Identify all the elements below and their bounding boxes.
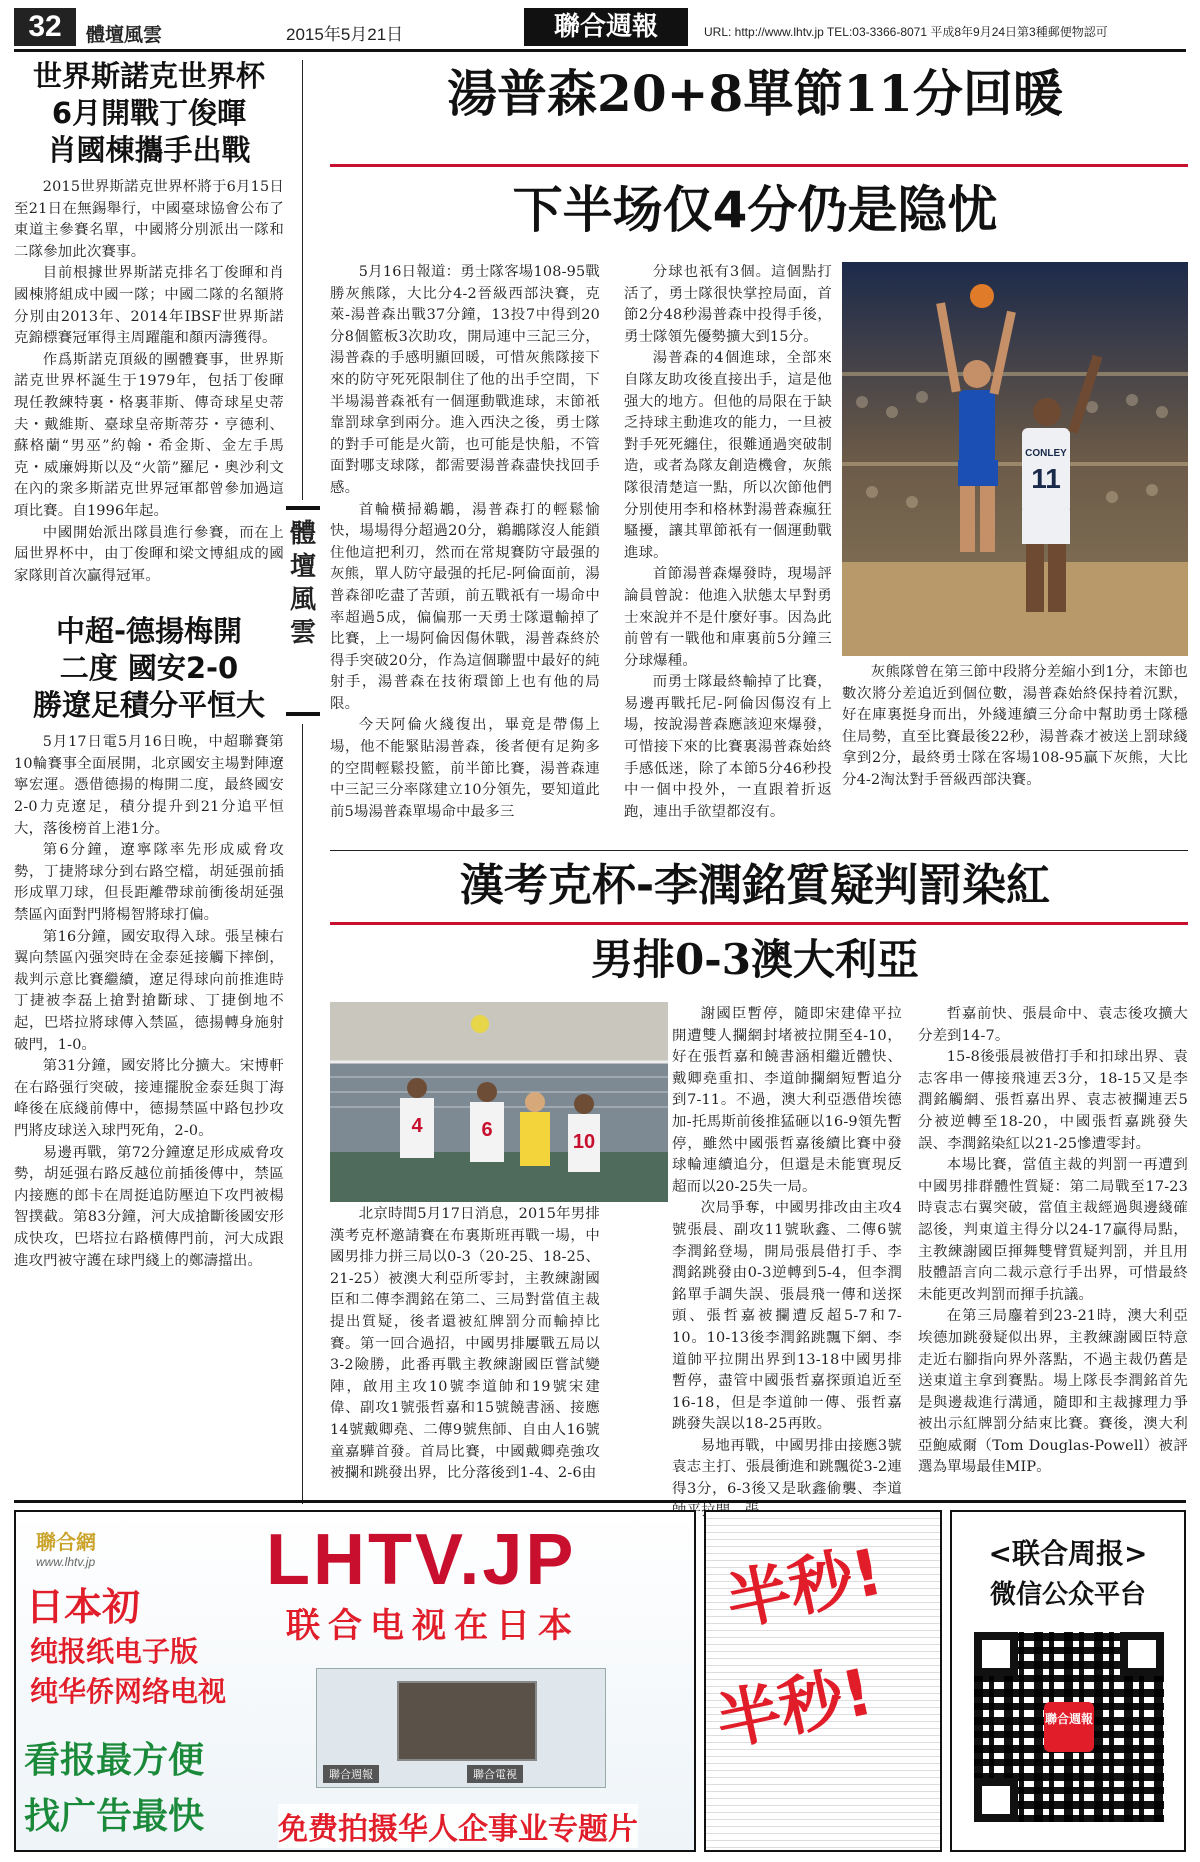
paragraph: 今天阿倫火綫復出，畢竟是帶傷上場，他不能緊貼湯普森，後者便有足夠多的空間輕鬆投籃，前半節比賽，湯普森連中三記三分率隊建立10分領先，要知道此前5場湯普森單場命中最多三 xyxy=(330,717,600,820)
side-char: 體 xyxy=(289,519,316,549)
volleyball-left-col xyxy=(330,1204,600,1490)
headline-line: 6月開戰丁俊暉 xyxy=(51,96,247,130)
headline-line: 世界斯諾克世界杯 xyxy=(32,59,265,93)
paragraph: 分球也祇有3個。這個點打活了，勇士隊很快掌控局面，首節2分48秒湯普森中投得手後，勇士隊領先優勢擴大到15分。 xyxy=(624,264,832,345)
warriors-title: 湯普森20+8單節11分回暖 xyxy=(447,64,1063,123)
section-side-label xyxy=(286,506,320,716)
section-rule xyxy=(330,850,1188,851)
paragraph: 作爲斯諾克頂級的團體賽事，世界斯諾克世界杯誕生于1979年，包括丁俊暉現任教練特裏・格裏菲斯、傳奇球星史蒂夫・戴維斯、臺球皇帝斯蒂芬・亨德利、蘇格蘭“男巫”約翰・希金斯、金左手馬克・威廉姆斯以及“火箭”羅尼・奧沙利文在內的衆多斯諾克世界冠軍都曾參加過這項比賽。自1996年起。 xyxy=(14,351,284,519)
paragraph: 首輪橫掃鵜鶘，湯普森打的輕鬆愉快，場場得分超過20分，鵜鶘隊沒人能鎖住他這把利刃，然而在常規賽防守最强的灰熊，單人防守最强的托尼-阿倫面前，湯普森卻吃盡了苦頭，前五戰祇有一場命中率超過5成，偏偏那一天勇士隊還輸掉了比賽，上一場阿倫因傷休戰，湯普森終於得手突破20分，作為這個聯盟中最好的純射手，湯普森在技術環節上也有他的局限。 xyxy=(330,501,600,712)
ad-read-easy: 看报最方便 xyxy=(24,1740,205,1781)
paragraph: 易邊再戰，第72分鐘遼足形成威脅攻勢，胡延强右路反越位前插後傳中，禁區内接應的郎卡在周挺追防壓迫下攻門被楊智撲截。第83分鐘，河大成搶斷後國安形成快攻，巴塔拉右路横傳門前，河大成跟進攻門被守護在球門綫上的鄭濤擋出。 xyxy=(14,1144,284,1269)
paragraph: 灰熊隊曾在第三節中段將分差縮小到1分，末節也數次將分差追近到個位數，湯普森始終保持着沉默，好在庫裏挺身而出，外綫連續三分命中幫助勇士隊穩住局勢，直至比賽最後22秒，湯普森才被送上罰球綫拿到2分，最終勇士隊在客場108-95贏下灰熊，大比分4-2淘汰對手晉級西部決賽。 xyxy=(842,664,1188,788)
volleyball-title: 漢考克杯-李潤銘質疑判罰染紅 xyxy=(459,860,1051,911)
paragraph: 首節湯普森爆發時，現場評論員曾說：他進入狀態太早對勇士來說并不是什麼好事。因為此前曾有一戰他和庫裏前5分鐘三分球爆種。 xyxy=(624,566,832,669)
paragraph: 5月16日報道：勇士隊客場108-95戰勝灰熊隊，大比分4-2晉級西部決賽，克萊-湯普森出戰37分鐘，13投7中得到20分8個籃板3次助攻，開局連中三記三分，湯普森的手感明顯回暖，可惜灰熊隊接下來的防守死死限制住了他的出手空間，下半場湯普森衹有一個運動戰進球，末節衹靠罰球拿到兩分。進入西決之後，勇士隊的對手可能是火箭，也可能是快船，不管面對哪支球隊，都需要湯普森盡快找回手感。 xyxy=(330,264,600,496)
side-char: 壇 xyxy=(289,552,316,582)
lhtv-logo: LHTV.JP xyxy=(266,1520,577,1600)
ad-video-thumb xyxy=(397,1681,537,1761)
volleyball-subtitle: 男排0-3澳大利亞 xyxy=(591,935,919,984)
article-body xyxy=(14,177,284,587)
paragraph: 中國開始派出隊員進行參賽，而在上屆世界杯中，由丁俊暉和梁文博組成的國家隊則首次贏得冠軍。 xyxy=(14,524,284,584)
paragraph: 目前根據世界斯諾克排名丁俊暉和肖國棟將組成中國一隊；中國二隊的名額將分別由2013年、2014年IBSF世界斯諾克錦標賽冠軍得主周躍龍和顏丙濤獲得。 xyxy=(14,265,284,347)
section-name: 體壇風雲 xyxy=(86,24,163,46)
brand-name: 聯合網 xyxy=(36,1530,96,1554)
basketball-photo xyxy=(842,262,1188,656)
title-rule xyxy=(330,922,1188,925)
warriors-col3 xyxy=(842,662,1188,838)
page-number: 32 xyxy=(14,8,76,46)
half-second-ad[interactable] xyxy=(704,1510,942,1852)
lhtv-brand xyxy=(36,1526,216,1569)
ad-japan-first: 日本初 xyxy=(26,1585,141,1629)
headline-line: 二度 國安2-0 xyxy=(59,651,239,686)
jersey-number: 6 xyxy=(481,1119,493,1141)
warriors-col2 xyxy=(624,262,832,858)
paragraph: 第31分鐘，國安將比分擴大。宋博軒在右路强行突破，接連擺脫金泰廷與丁海峰後在底綫前傳中，德揚禁區中路包抄攻門將皮球送入球門死角，2-0。 xyxy=(14,1058,284,1139)
title-rule xyxy=(330,164,1188,167)
side-char: 風 xyxy=(289,585,316,615)
volleyball-right-col xyxy=(918,1004,1188,1490)
wechat-qr-code[interactable] xyxy=(974,1632,1164,1822)
paper-masthead: 聯合週報 xyxy=(524,8,688,46)
article-headline xyxy=(14,613,284,724)
paragraph: 5月17日電5月16日晚，中超聯賽第10輪賽事全面展開，北京國安主場對陣遼寧宏運。憑借德揚的梅開二度，最終國安2-0力克遼足，積分提升到21分追平恒大，落後榜首上港1分。 xyxy=(14,734,284,837)
paragraph: 第6分鐘，遼寧隊率先形成威脅攻勢，丁捷將球分到右路空檔，胡延强前插形成單刀球，但長距離帶球前衝後胡延强禁區內面對門將楊智將球打偏。 xyxy=(14,842,284,924)
wechat-ad[interactable] xyxy=(950,1510,1186,1852)
ad-free-shoot: 免费拍摄华人企事业专题片 xyxy=(278,1804,638,1848)
article-body xyxy=(14,732,284,1272)
paragraph: 湯普森的4個進球，全部來自隊友助攻後直接出手，這是他强大的地方。但他的局限在于缺乏持球主動進攻的能力，一旦被對手死死纏住，很難通過突破制造，或者為隊友創造機會，灰熊隊很清楚這一點，所以次節他們分別使用李和格林對湯普森瘋狂騷擾，讓其單節祇有一個運動戰進球。 xyxy=(624,350,832,561)
headline-line: 勝遼足積分平恒大 xyxy=(32,688,265,723)
lhtv-ad[interactable] xyxy=(14,1510,696,1852)
paragraph: 謝國臣暫停，隨即宋建偉平拉開遭雙人攔網封堵被拉開至4-10，好在張哲嘉和饒書涵相繼近體快、戴卿堯重扣、李道帥攔網短暫追分到7-11。不過，澳大利亞憑借埃德加-托馬斯前後推猛砸以16-9領先暫停，雖然中國張哲嘉後續比賽中發球輪連續追分，但還是未能實現反超而以20-25失一局。 xyxy=(672,1006,902,1195)
left-column xyxy=(14,58,284,1508)
volleyball-scene xyxy=(330,1002,668,1202)
paragraph: 15-8後張晨被借打手和扣球出界、袁志客串一傳接飛連丟3分，18-15又是李潤銘觸網、張哲嘉出界、袁志被攔連丟5分被逆轉至18-20，中國張哲嘉跳發失誤、李潤銘染紅以21-25慘遭零封。 xyxy=(918,1049,1188,1152)
volleyball-photo xyxy=(330,1002,668,1202)
ad-screen-mock xyxy=(316,1668,606,1788)
paragraph: 易地再戰，中國男排由接應3號袁志主打、張晨衝進和跳飄從3-2連得3分，6-3後又是耿鑫偷襲、李道 xyxy=(672,1437,902,1498)
half-sec-top: 半秒! xyxy=(720,1535,890,1641)
paragraph: 哲嘉前快、張晨命中、袁志後攻擴大分差到14-7。 xyxy=(918,1006,1188,1044)
brand-url: www.lhtv.jp xyxy=(36,1555,96,1569)
headline-line: 中超-德揚梅開 xyxy=(55,614,243,649)
jersey-name: CONLEY xyxy=(1025,448,1067,459)
paragraph: 第16分鐘，國安取得入球。張呈棟右翼向禁區內强突時在金泰延接觸下摔倒，裁判示意比賽繼續，遼足得球向前推進時丁捷被李磊上搶對搶斷球、丁捷倒地不起，巴塔拉將球傳入禁區，德揚轉身施射破門，1-0。 xyxy=(14,928,284,1053)
issue-date: 2015年5月21日 xyxy=(286,25,404,44)
ads-rule xyxy=(14,1500,1186,1503)
basketball-scene xyxy=(842,262,1188,656)
paragraph: 北京時間5月17日消息，2015年男排漢考克杯邀請賽在布裏斯班再戰一場，中國男排力拼三局以0-3（20-25、18-25、21-25）被澳大利亞所零封，主教練謝國臣和二傳李潤銘在第二、三局對當值主裁提出質疑，後者還被紅牌罰分而輸掉比賽。第一回合過招，中國男排屢戰五局以3-2險勝，此番再戰主教練謝國臣嘗試變陣，啟用主攻10號李道帥和19號宋建偉、副攻1號張哲嘉和15號饒書涵、接應14號戴卿堯、二傳9號焦師、自由人16號童嘉驊首發。首局比賽，中國戴卿堯強攻被攔和跳發出界，比分落後到1-4、2-6由 xyxy=(330,1206,600,1482)
jersey-number: 10 xyxy=(572,1131,596,1153)
page-header xyxy=(14,8,1186,52)
ad-tab-paper: 聯合週報 xyxy=(323,1765,379,1783)
volleyball-mid-col xyxy=(672,1004,902,1498)
side-char: 雲 xyxy=(289,618,316,648)
qr-logo: 聯合週報 xyxy=(1044,1702,1094,1752)
warriors-subtitle: 下半场仅4分仍是隐忧 xyxy=(512,181,998,239)
paragraph: 2015世界斯諾克世界杯將于6月15日至21日在無錫舉行，中國臺球協會公布了東道主參賽名單，中國將分別派出一隊和二隊參加此次賽事。 xyxy=(14,179,284,260)
ad-paper-edition: 纯报纸电子版 xyxy=(30,1635,199,1668)
column-divider xyxy=(302,724,303,1504)
paragraph: 在第三局鏖着到23-21時，澳大利亞埃德加跳發疑似出界，主教練謝國臣特意走近右腳指向界外落點，不過主裁仍舊是送東道主拿到賽點。場上隊長李潤銘首先是與邊裁進行溝通，隨即和主裁據理力爭被出示紅牌罰分結束比賽。賽後，澳大利亞鮑威爾（Tom Douglas-Powell）被評選為單場最佳MIP。 xyxy=(918,1308,1188,1476)
ad-find-fast: 找广告最快 xyxy=(24,1796,205,1837)
qr-finder xyxy=(974,1778,1018,1822)
paragraph: 本場比賽，當值主裁的判罰一再遭到中國男排群體性質疑：第二局戰至17-23時袁志右翼突破，當值主裁經過與邊綫確認後，判東道主得分以24-17贏得局點，主教練謝國臣揮舞雙臂質疑判罰，并且用肢體語言向二裁示意行手出界，可惜最終未能更改判罰而揮手抗議。 xyxy=(918,1157,1188,1303)
headline-line: 肖國棟攜手出戰 xyxy=(47,133,251,167)
qr-finder xyxy=(1120,1632,1164,1676)
paragraph: 而勇士隊最終輸掉了比賽，易邊再戰托尼-阿倫因傷沒有上場，按說湯普森應該迎來爆發，可惜接下來的比賽裏湯普森始終手感低迷，除了本節5分46秒投中一個中投外，一直跟着折返跑，連出手欲望都沒有。 xyxy=(624,674,832,820)
paragraph: 次局爭奪，中國男排改由主攻4號張晨、副攻11號耿鑫、二傳6號李潤銘登場，開局張晨借打手、李潤銘跳發由0-3逆轉到5-4，但李潤銘單手調失誤、張晨飛一傳和送探頭、張哲嘉被攔遭反超5-7和7-10。10-13後李潤銘跳飄下網、李道帥平拉開出界到13-18中國男排暫停，盡管中國張哲嘉探頭追近至16-18，但是李道帥一傳、張哲嘉跳發失誤以18-25再敗。 xyxy=(672,1200,902,1433)
half-sec-bottom: 半秒! xyxy=(710,1655,880,1761)
warriors-col1 xyxy=(330,262,600,858)
ad-network-tv: 纯华侨网络电视 xyxy=(30,1675,227,1708)
column-divider xyxy=(302,60,303,500)
header-info: URL: http://www.lhtv.jp TEL:03-3366-8071 平成8年9月24日第3種郵便物認可 xyxy=(704,25,1108,39)
jersey-number: 4 xyxy=(411,1115,423,1137)
wechat-subtitle: 微信公众平台 xyxy=(989,1580,1146,1610)
wechat-title: <联合周报> xyxy=(988,1537,1148,1570)
article-headline xyxy=(14,58,284,169)
jersey-number: 11 xyxy=(1031,463,1061,494)
ad-tab-tv: 聯合電視 xyxy=(467,1765,523,1783)
lhtv-logo-sub: 联合电视在日本 xyxy=(286,1606,580,1646)
qr-finder xyxy=(974,1632,1018,1676)
